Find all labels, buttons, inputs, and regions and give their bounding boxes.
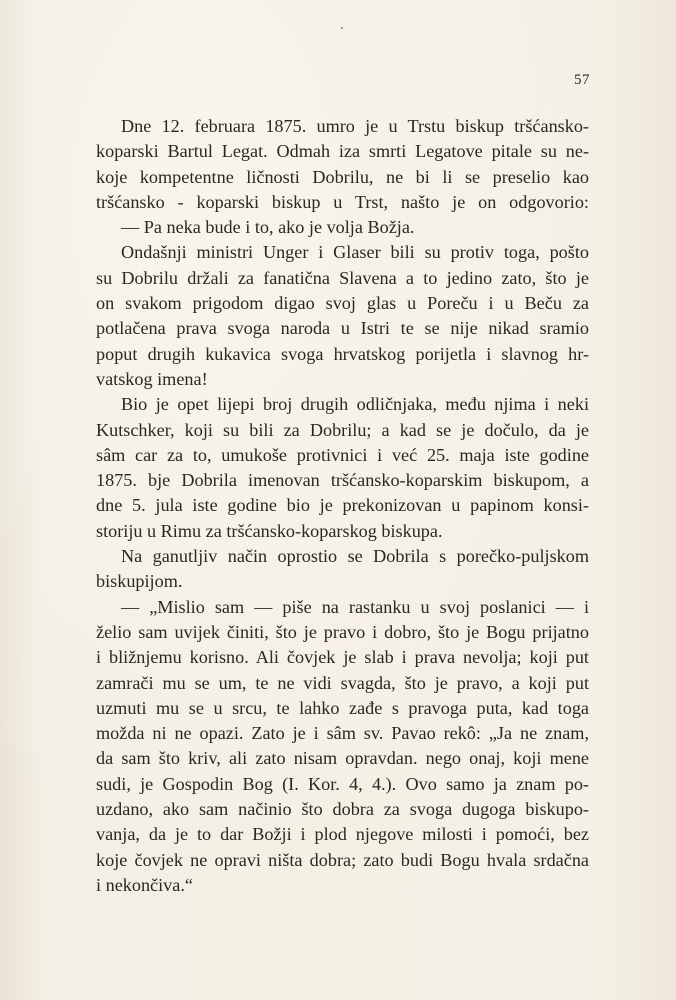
text-line: uzmuti mu se u srcu, te lahko zađe s pravoga puta, kad toga xyxy=(96,697,589,718)
text-line: zamrači mu se um, te ne vidi svagda, što je pravo, a koji put xyxy=(96,672,589,693)
text-line: Na ganutljiv način oprostio se Dobrila s porečko-puljskom xyxy=(121,546,589,567)
paragraph-1 xyxy=(96,114,589,240)
text-line: Dne 12. februara 1875. umro je u Trstu biskup tršćansko- xyxy=(121,116,589,136)
text-line: su Dobrilu držali za fanatična Slavena a to jedino zato, što je xyxy=(96,267,589,288)
paragraph-3 xyxy=(96,392,589,544)
text-line: Bio je opet lijepi broj drugih odličnjaka, među njima i neki xyxy=(121,394,589,415)
text-line: vanja, da je to dar Božji i plod njegove milosti i pomoći, bez xyxy=(96,824,589,845)
text-line: 1875. bje Dobrila imenovan tršćansko-koparskim biskupom, a xyxy=(96,470,589,491)
text-line: — Pa neka bude i to, ako je volja Božja. xyxy=(121,217,415,238)
text-line: i nekončiva.“ xyxy=(96,874,193,895)
text-line: želio sam uvijek činiti, što je pravo i dobro, što je Bogu prijatno xyxy=(96,621,589,642)
text-line: potlačena prava svoga naroda u Istri te se nije nikad sramio xyxy=(96,318,589,339)
text-line: i bližnjemu korisno. Ali čovjek je slab i prava nevolja; koji put xyxy=(96,647,589,668)
text-line: uzdano, ako sam načinio što dobra za svoga dugoga biskupo- xyxy=(96,799,589,820)
text-line: sâm car za to, umukoše protivnici i već 25. maja iste godine xyxy=(96,444,589,465)
text-line: koje čovjek ne opravi ništa dobra; zato budi Bogu hvala srdačna xyxy=(96,849,589,870)
page-number: 57 xyxy=(574,72,590,88)
text-line: poput drugih kukavica svoga hrvatskog porijetla i slavnog hr- xyxy=(96,343,589,364)
text-line: vatskog imena! xyxy=(96,368,208,389)
text-line: možda ni ne opazi. Zato je i sâm sv. Pavao rekô: „Ja ne znam, xyxy=(96,723,589,744)
text-line: da sam što kriv, ali zato nisam opravdan. nego onaj, koji mene xyxy=(96,748,589,769)
text-line: tršćansko - koparski biskup u Trst, našto je on odgovorio: xyxy=(96,191,589,212)
paragraph-4 xyxy=(96,544,589,595)
paragraph-2 xyxy=(96,240,589,392)
speck-mark xyxy=(341,27,343,29)
text-line: dne 5. jula iste godine bio je prekonizovan u papinom konsi- xyxy=(96,495,589,516)
text-line: — „Mislio sam — piše na rastanku u svoj poslanici — i xyxy=(121,596,589,617)
body-text xyxy=(96,114,589,898)
text-line: Ondašnji ministri Unger i Glaser bili su protiv toga, pošto xyxy=(121,242,589,263)
text-line: biskupijom. xyxy=(96,571,183,592)
text-line: koparski Bartul Legat. Odmah iza smrti Legatove pitale su ne- xyxy=(96,141,589,162)
text-line: on svakom prigodom digao svoj glas u Poreču i u Beču za xyxy=(96,293,589,314)
text-line: Kutschker, koji su bili za Dobrilu; a kad se je dočulo, da je xyxy=(96,419,589,440)
text-line: koje kompetentne ličnosti Dobrilu, ne bi li se preselio kao xyxy=(96,166,589,187)
text-line: storiju u Rimu za tršćansko-koparskog biskupa. xyxy=(96,520,443,541)
paragraph-5 xyxy=(96,595,589,899)
text-line: sudi, je Gospodin Bog (I. Kor. 4, 4.). Ovo samo ja znam po- xyxy=(96,773,589,794)
